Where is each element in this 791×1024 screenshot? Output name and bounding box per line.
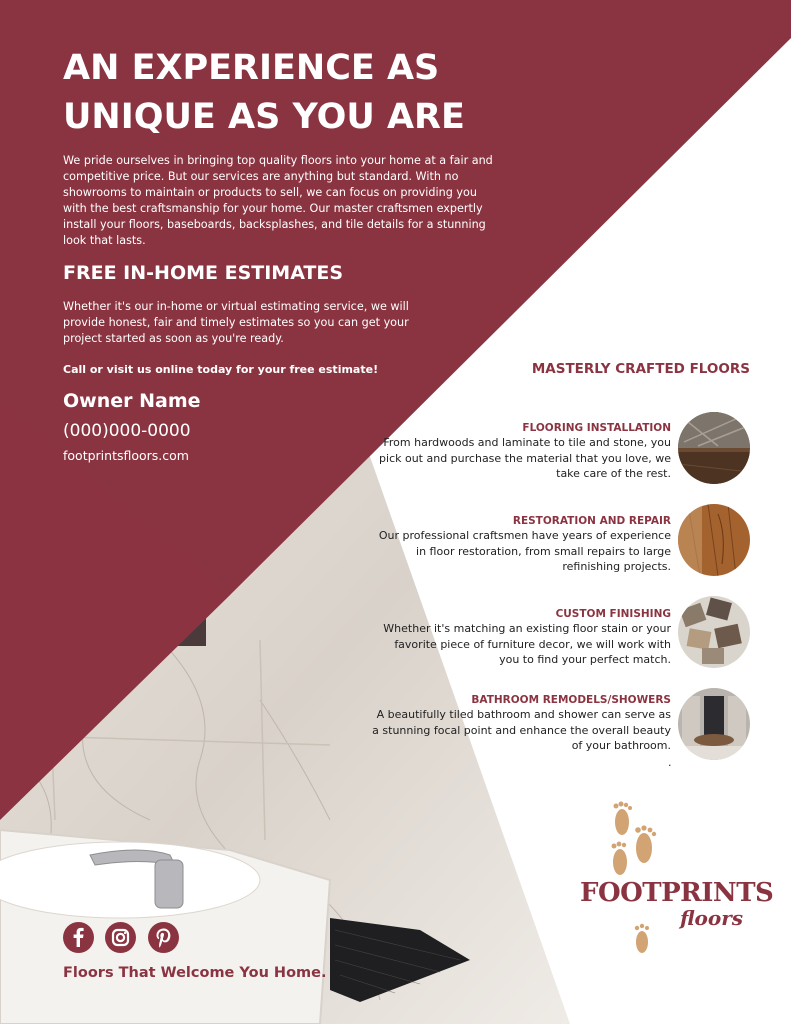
service-bathroom-remodels bbox=[371, 693, 671, 754]
tile-floor-photo bbox=[678, 412, 750, 484]
instagram-icon[interactable] bbox=[105, 922, 136, 953]
service-title: RESTORATION AND REPAIR bbox=[512, 515, 671, 527]
service-flooring-installation bbox=[371, 421, 671, 482]
hero-title bbox=[63, 44, 533, 142]
pinterest-icon[interactable] bbox=[148, 922, 179, 953]
facebook-icon[interactable] bbox=[63, 922, 94, 953]
service-title: CUSTOM FINISHING bbox=[555, 608, 671, 620]
estimates-cta: Call or visit us online today for your free estimate! bbox=[63, 363, 379, 376]
hero-intro: We pride ourselves in bringing top quality floors into your home at a fair and competitive price. But our services are anything but standard. With no showrooms to maintain or products to sell, we can focus on providing you with the best craftsmanship for your home. Our master craftsmen expertly install your floors, baseboards, backsplashes, and tile details for a stunning look that lasts. bbox=[63, 154, 493, 248]
hero-title-line1: AN EXPERIENCE AS bbox=[63, 48, 440, 88]
service-description: A beautifully tiled bathroom and shower can serve as a stunning focal point and enhance the overall beauty of your bathroom. bbox=[372, 708, 671, 753]
service-description: From hardwoods and laminate to tile and stone, you pick out and purchase the material that you love, we take care of the rest. bbox=[379, 436, 671, 481]
wood-floor-photo bbox=[678, 504, 750, 576]
services-heading: MASTERLY CRAFTED FLOORS bbox=[531, 361, 750, 377]
service-title: FLOORING INSTALLATION bbox=[522, 422, 671, 434]
stone-samples-photo bbox=[678, 596, 750, 668]
service-title: BATHROOM REMODELS/SHOWERS bbox=[471, 694, 671, 706]
service-restoration-repair bbox=[371, 514, 671, 575]
service-custom-finishing bbox=[371, 607, 671, 668]
estimates-heading: FREE IN-HOME ESTIMATES bbox=[63, 262, 344, 284]
service-description: Our professional craftsmen have years of experience in floor restoration, from small repairs to large refinishing projects. bbox=[378, 529, 671, 574]
phone-number: (000)000-0000 bbox=[63, 421, 191, 441]
logo-wordmark: FOOTPRINTS bbox=[580, 878, 774, 908]
owner-name: Owner Name bbox=[63, 390, 201, 412]
estimates-body: Whether it's our in-home or virtual estimating service, we will provide honest, fair and timely estimates so you can get your project started as soon as you're ready. bbox=[63, 300, 409, 346]
bathroom-photo-thumb bbox=[678, 688, 750, 760]
hero-title-line2: UNIQUE AS YOU ARE bbox=[63, 97, 465, 137]
website-link[interactable]: footprintsfloors.com bbox=[63, 448, 189, 463]
tagline: Floors That Welcome You Home. bbox=[63, 965, 327, 981]
logo-subword: floors bbox=[680, 906, 744, 930]
trailing-dot: . bbox=[668, 756, 672, 769]
service-description: Whether it's matching an existing floor stain or your favorite piece of furniture decor, we will work with you to find your perfect match. bbox=[383, 622, 671, 667]
